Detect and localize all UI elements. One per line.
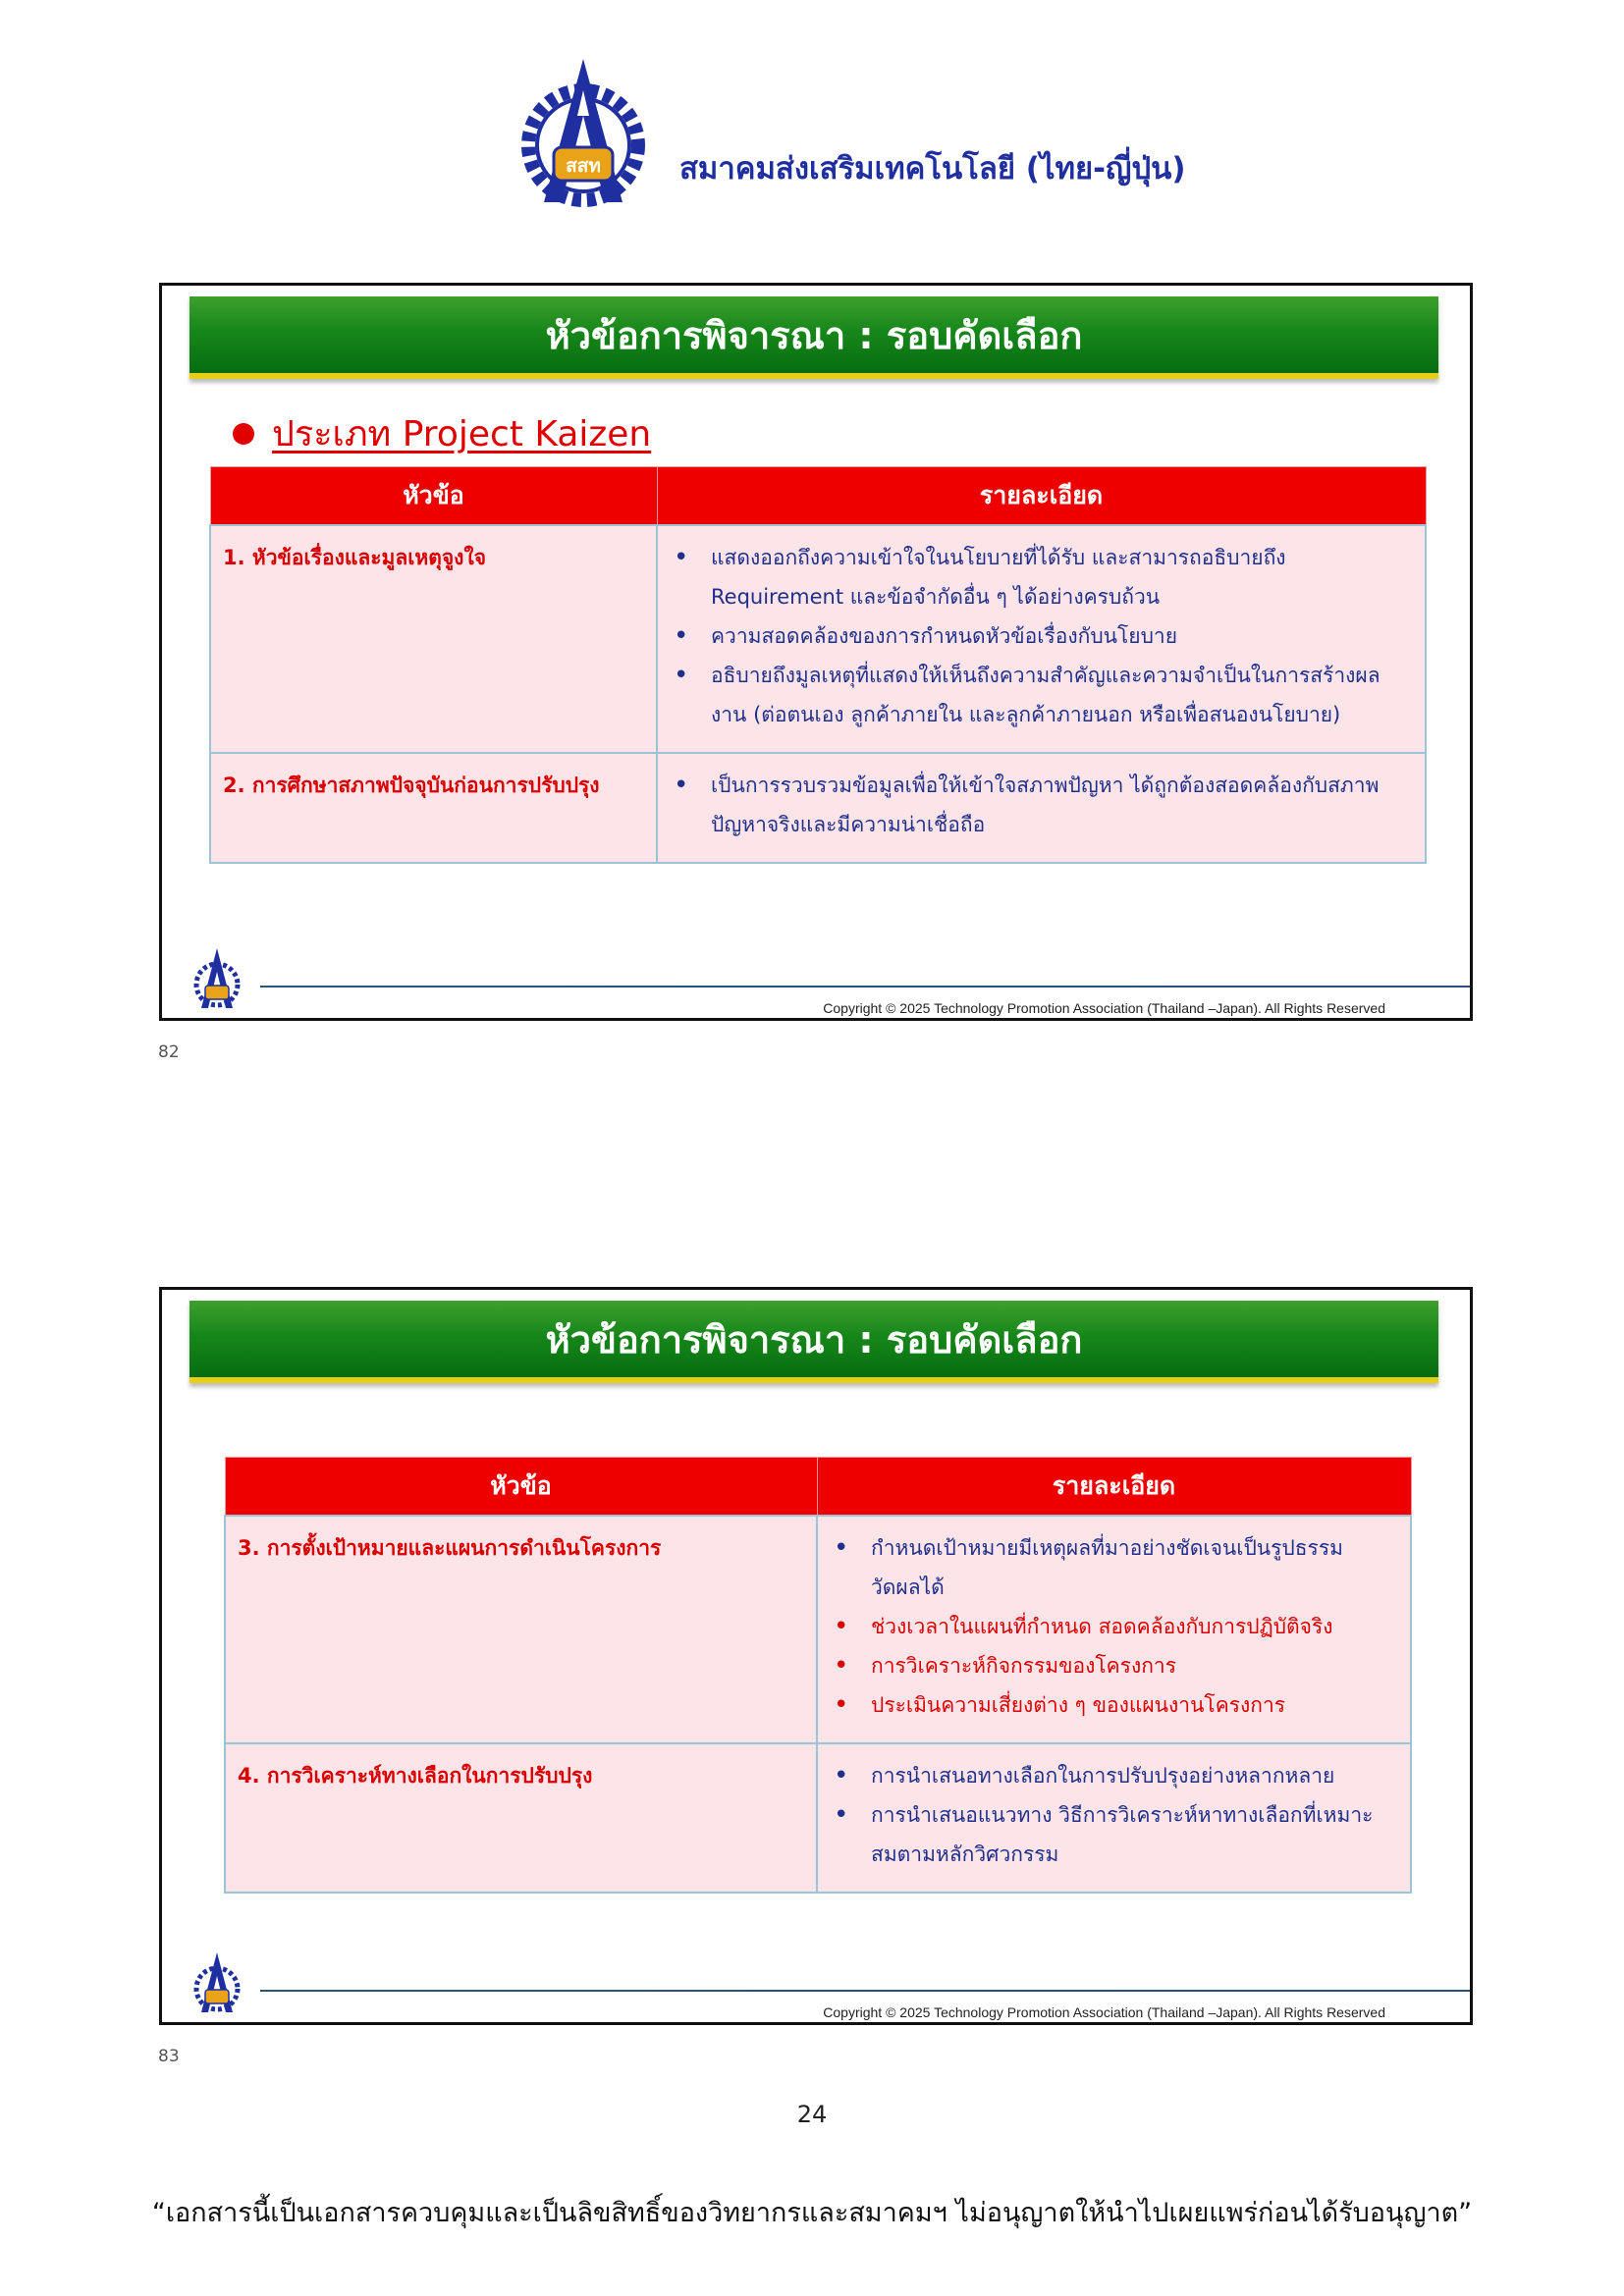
detail-item: • ความสอดคล้องของการกำหนดหัวข้อเรื่องกับนโยบาย — [711, 616, 1413, 656]
table-header-row — [210, 467, 1426, 526]
criteria-table — [224, 1457, 1412, 1894]
association-logo — [520, 57, 646, 209]
slide-82 — [159, 283, 1473, 1021]
slide-title-banner: หัวข้อการพิจารณา : รอบคัดเลือก — [189, 296, 1438, 379]
header-topic: หัวข้อ — [225, 1458, 817, 1517]
topic-cell: 2. การศึกษาสภาพปัจจุบันก่อนการปรับปรุง — [210, 753, 657, 863]
table-row — [225, 1743, 1411, 1893]
details-cell — [817, 1743, 1411, 1893]
detail-item: • กำหนดเป้าหมายมีเหตุผลที่มาอย่างชัดเจนเป็นรูปธรรม วัดผลได้ — [871, 1528, 1398, 1607]
organization-name: สมาคมส่งเสริมเทคโนโลยี (ไทย-ญี่ปุ่น) — [679, 151, 1186, 187]
detail-item: • การนำเสนอแนวทาง วิธีการวิเคราะห์หาทางเลือกที่เหมาะสมตามหลักวิศวกรรม — [871, 1795, 1398, 1874]
slide-number: 83 — [158, 2047, 180, 2066]
copyright-notice: Copyright © 2025 Technology Promotion Association (Thailand –Japan). All Rights Reserved — [823, 2004, 1385, 2020]
detail-item: • การวิเคราะห์กิจกรรมของโครงการ — [871, 1646, 1398, 1685]
table-row — [210, 753, 1426, 863]
footer-divider — [260, 986, 1470, 988]
topic-cell: 3. การตั้งเป้าหมายและแผนการดำเนินโครงการ — [225, 1516, 817, 1743]
category-heading-text: ประเภท Project Kaizen — [272, 414, 652, 454]
page-number: 24 — [796, 2101, 828, 2128]
detail-item: • อธิบายถึงมูลเหตุที่แสดงให้เห็นถึงความสำคัญและความจำเป็นในการสร้างผลงาน (ต่อตนเอง ลูกค้าภายใน และลูกค้าภายนอก หรือเพื่อสนองนโยบาย) — [711, 656, 1413, 734]
details-cell — [657, 525, 1426, 753]
topic-cell: 1. หัวข้อเรื่องและมูลเหตุจูงใจ — [210, 525, 657, 753]
detail-item: • การนำเสนอทางเลือกในการปรับปรุงอย่างหลากหลาย — [871, 1756, 1398, 1795]
slide-83 — [159, 1287, 1473, 2025]
details-cell — [657, 753, 1426, 863]
details-cell — [817, 1516, 1411, 1743]
footer-logo-icon — [193, 947, 241, 1010]
slide-number: 82 — [158, 1042, 180, 1062]
detail-item: • เป็นการรวบรวมข้อมูลเพื่อให้เข้าใจสภาพปัญหา ได้ถูกต้องสอดคล้องกับสภาพปัญหาจริงและมีความน่าเชื่อถือ — [711, 766, 1413, 844]
footer-logo-icon — [193, 1951, 241, 2014]
header-topic: หัวข้อ — [210, 467, 657, 526]
table-row — [210, 525, 1426, 753]
table-row — [225, 1516, 1411, 1743]
page-header — [520, 57, 1208, 209]
header-details: รายละเอียด — [657, 467, 1426, 526]
logo-text: สสท — [566, 155, 601, 177]
detail-item: • แสดงออกถึงความเข้าใจในนโยบายที่ได้รับ และสามารถอธิบายถึง Requirement และข้อจำกัดอื่น ๆ ได้อย่างครบถ้วน — [711, 538, 1413, 616]
criteria-table — [209, 466, 1427, 864]
copyright-notice: Copyright © 2025 Technology Promotion Association (Thailand –Japan). All Rights Reserved — [823, 1000, 1385, 1016]
topic-cell: 4. การวิเคราะห์ทางเลือกในการปรับปรุง — [225, 1743, 817, 1893]
detail-item: • ประเมินความเสี่ยงต่าง ๆ ของแผนงานโครงการ — [871, 1685, 1398, 1725]
header-details: รายละเอียด — [817, 1458, 1411, 1517]
table-header-row — [225, 1458, 1411, 1517]
category-heading — [233, 405, 651, 461]
slide-title-banner: หัวข้อการพิจารณา : รอบคัดเลือก — [189, 1301, 1438, 1383]
disclaimer-text: “เอกสารนี้เป็นเอกสารควบคุมและเป็นลิขสิทธิ์ของวิทยากรและสมาคมฯ ไม่อนุญาตให้นำไปเผยแพร่ก่อนได้รับอนุญาต” — [151, 2198, 1473, 2228]
detail-item: • ช่วงเวลาในแผนที่กำหนด สอดคล้องกับการปฏิบัติจริง — [871, 1607, 1398, 1646]
bullet-dot-icon — [233, 423, 254, 445]
footer-divider — [260, 1990, 1470, 1992]
